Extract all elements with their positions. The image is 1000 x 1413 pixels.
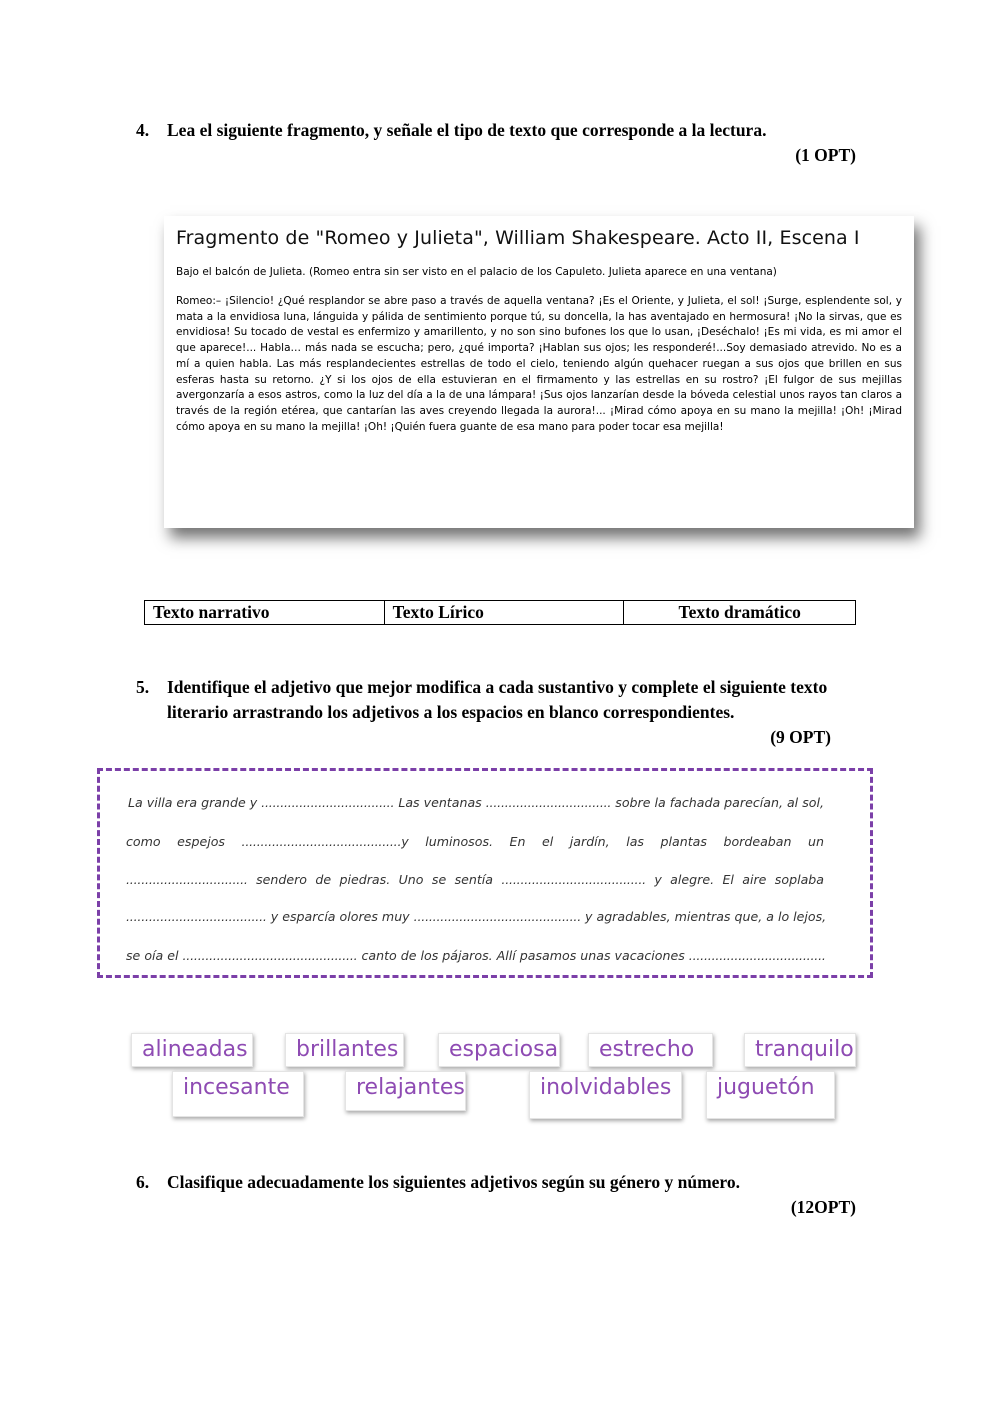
word-tile-brillantes[interactable]: brillantes: [285, 1033, 404, 1067]
word-tile-alineadas[interactable]: alineadas: [131, 1033, 253, 1067]
passage-text: como espejos: [126, 834, 225, 849]
option-lirico[interactable]: Texto Lírico: [385, 601, 625, 624]
blank-6[interactable]: .....................................: [126, 909, 267, 924]
question-6-points: (12OPT): [790, 1197, 856, 1217]
question-5-points: (9 OPT): [770, 727, 831, 747]
question-6-text: Clasifique adecuadamente los siguientes adjetivos según su género y número.: [167, 1172, 740, 1192]
word-tile-tranquilo[interactable]: tranquilo: [744, 1033, 856, 1067]
question-5-number: 5.: [136, 677, 150, 697]
blank-5[interactable]: ......................................: [501, 872, 646, 887]
question-6: [136, 1170, 856, 1217]
passage-text: y luminosos. En el jardín, las plantas bordeaban un: [401, 834, 824, 849]
passage-text: sendero de piedras. Uno se sentía: [256, 872, 494, 887]
blank-4[interactable]: ................................: [126, 872, 248, 887]
passage-text: y agradables, mientras que, a lo lejos,: [585, 909, 827, 924]
option-dramatico[interactable]: Texto dramático: [678, 602, 801, 622]
passage-text: se oía el: [126, 948, 179, 963]
question-5-text: Identifique el adjetivo que mejor modifica a cada sustantivo y complete el siguiente texto literario arrastrando los adjetivos a los espacios en blanco correspondientes.: [167, 677, 828, 722]
blank-9[interactable]: ....................................: [688, 948, 826, 963]
blank-1[interactable]: ...................................: [261, 795, 395, 810]
question-4-text: Lea el siguiente fragmento, y señale el tipo de texto que corresponde a la lectura.: [167, 120, 767, 140]
question-4-number: 4.: [136, 120, 150, 140]
text-type-options: [144, 600, 856, 625]
passage-text: y alegre. El aire soplaba: [654, 872, 824, 887]
blank-8[interactable]: ..............................................: [182, 948, 358, 963]
passage-line: [126, 834, 824, 849]
passage-text: Las ventanas: [398, 795, 482, 810]
question-4: [136, 118, 856, 165]
blank-7[interactable]: ............................................: [413, 909, 581, 924]
passage-text: canto de los pájaros. Allí pasamos unas vacaciones: [361, 948, 685, 963]
word-tile-inolvidables[interactable]: inolvidables: [529, 1071, 682, 1119]
passage-line: [126, 872, 824, 887]
question-4-points: (1 OPT): [795, 145, 856, 165]
fragment-title: Fragmento de "Romeo y Julieta", William Shakespeare. Acto II, Escena I: [176, 227, 860, 249]
option-narrativo[interactable]: Texto narrativo: [145, 601, 385, 624]
passage-line: [126, 909, 827, 924]
passage-text: y esparcía olores muy: [270, 909, 410, 924]
word-tile-jugueton[interactable]: juguetón: [706, 1071, 835, 1119]
passage-text: La villa era grande y: [128, 795, 258, 810]
fill-in-passage-box: [97, 768, 873, 978]
fragment-card: [164, 216, 914, 528]
passage-line: [128, 795, 824, 810]
word-tile-estrecho[interactable]: estrecho: [588, 1033, 713, 1067]
fragment-speech: Romeo:– ¡Silencio! ¿Qué resplandor se abre paso a través de aquella ventana? ¡Es el Oriente, y Julieta, el sol! ¡Surge, esplendente sol, y mata a la envidiosa luna, lánguida y pálida de sentimiento porque tú, su doncella, la has aventajado en hermosura! ¡No la sirvas, que es envidiosa! Su tocado de vestal es enfermizo y amarillento, y no son sino bufones los que lo usan, ¡Deséchalo! ¡Es mi vida, es mi amor el que aparece!... Habla… más nada se escucha; pero, ¿qué importa? ¡Hablan sus ojos; les responderé!...Soy demasiado atrevido. No es a mí a quien habla. Las más resplandecientes estrellas de todo el cielo, teniendo algún quehacer ruegan a sus ojos que brillen en sus esferas hasta su retorno. ¿Y si los ojos de ella estuvieran en el firmamento y las estrellas en su rostro? ¡El fulgor de sus mejillas avergonzaría a esos astros, como la luz del día a la de una lámpara! ¡Sus ojos lanzarían desde la bóveda celestial unos rayos tan claros a través de la región etérea, que cantarían las aves creyendo llegada la aurora!... ¡Mirad cómo apoya en su mano la mejilla! ¡Oh! ¡Mirad cómo apoya en su mano la mejilla! ¡Oh! ¡Quién fuera guante de esa mano para poder tocar esa mejilla!: [176, 295, 902, 433]
question-5: [136, 675, 831, 747]
passage-line: [126, 948, 824, 963]
blank-3[interactable]: ..........................................: [241, 834, 402, 849]
fragment-intro: Bajo el balcón de Julieta. (Romeo entra sin ser visto en el palacio de los Capuleto. Julieta aparece en una ventana): [176, 266, 777, 278]
blank-2[interactable]: .................................: [485, 795, 612, 810]
word-tile-espaciosa[interactable]: espaciosa: [438, 1033, 560, 1067]
passage-text: sobre la fachada parecían, al sol,: [615, 795, 824, 810]
word-tile-relajantes[interactable]: relajantes: [345, 1071, 466, 1111]
question-6-number: 6.: [136, 1172, 150, 1192]
word-tile-incesante[interactable]: incesante: [172, 1071, 304, 1117]
